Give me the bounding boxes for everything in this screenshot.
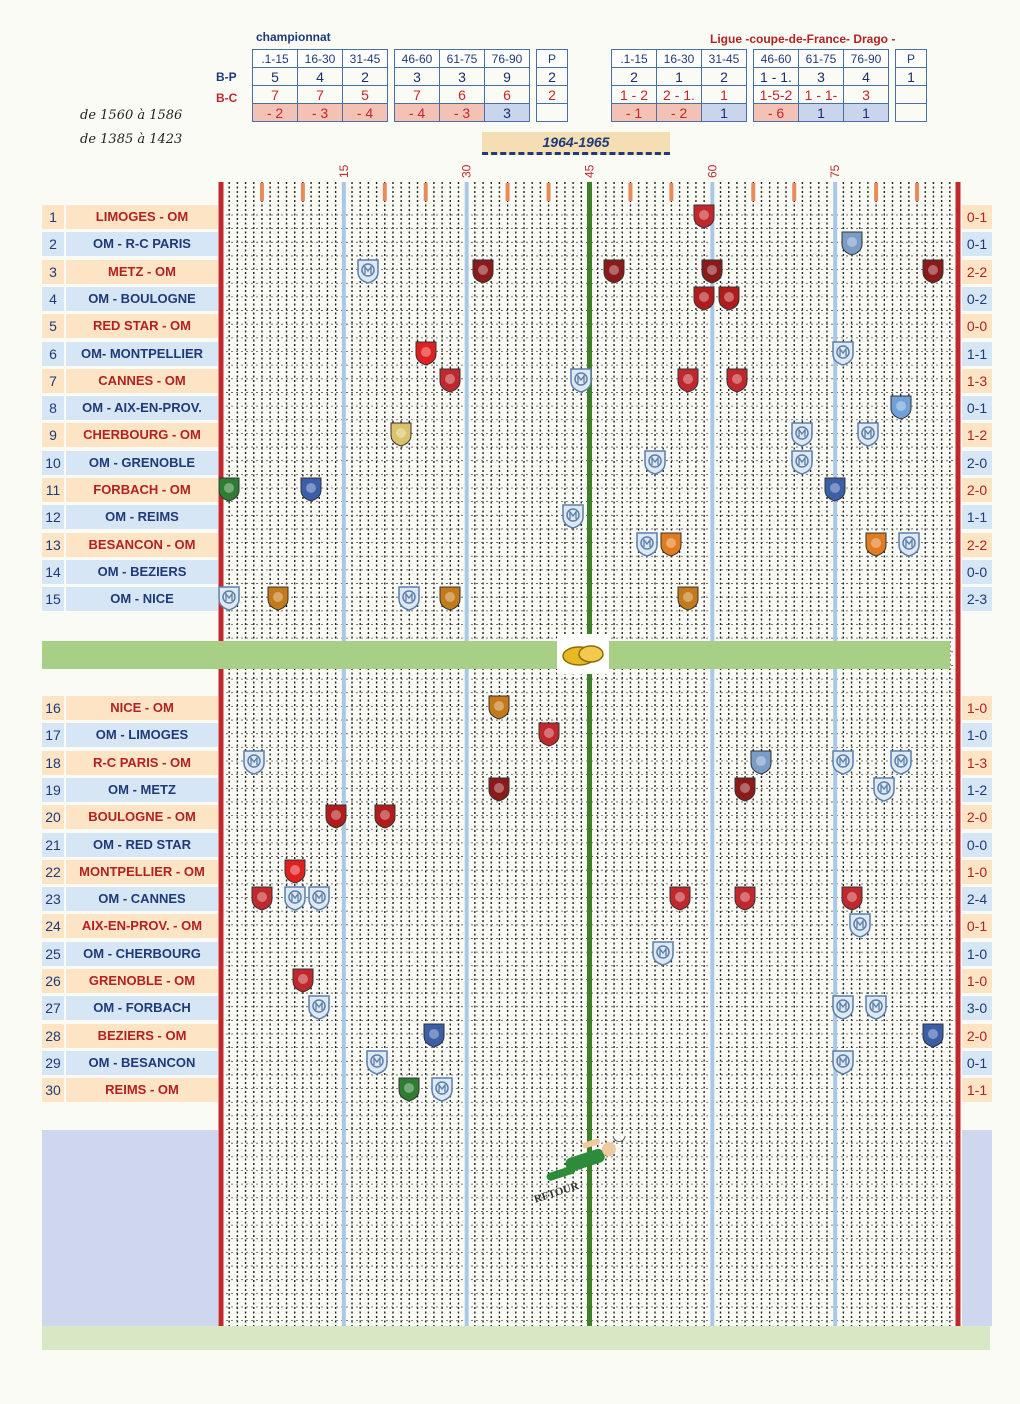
goals-conceded-row-cell: 7 [298,86,343,104]
opponent-crest-icon [266,585,290,609]
match-score: 0-0 [962,560,992,584]
match-name: OM - BEZIERS [66,560,218,584]
goals-scored-row-cell: 1 [657,68,702,86]
om-crest-icon [430,1076,454,1100]
om-crest-icon [569,367,593,391]
history-line-1: de 1560 à 1586 [80,108,183,123]
match-number: 8 [42,396,64,420]
match-name: OM - CANNES [66,887,218,911]
match-name: OM - RED STAR [66,833,218,857]
goal-difference-row-cell: 1 [702,104,747,122]
match-number: 22 [42,860,64,884]
season-label: 1964-1965 [482,132,670,155]
match-number: 10 [42,451,64,475]
empty-score-fill [962,1130,992,1326]
match-score: 0-1 [962,396,992,420]
match-name: OM - FORBACH [66,996,218,1020]
goals-scored-row-cell: 4 [298,68,343,86]
om-crest-icon [831,749,855,773]
goal-difference-row-cell: - 2 [253,104,298,122]
match-number: 1 [42,205,64,229]
match-number: 19 [42,778,64,802]
goals-conceded-row-cell: 2 [537,86,568,104]
om-crest-icon [356,258,380,282]
goals-conceded-row-cell: 3 [844,86,889,104]
om-crest-icon [790,421,814,445]
top-axis-label: 75 [828,164,843,178]
half-season-band [42,641,950,669]
opponent-crest-icon [700,258,724,282]
opponent-crest-icon [840,230,864,254]
goalkeeper-logo [530,1136,640,1216]
om-crest-icon [872,776,896,800]
top-tick-mark [915,183,919,201]
row-label-bp: B-P [216,70,237,84]
match-score: 1-0 [962,723,992,747]
match-number: 24 [42,914,64,938]
opponent-crest-icon [921,1022,945,1046]
goals-scored-row-cell: 9 [485,68,530,86]
opponent-crest-icon [725,367,749,391]
match-name: CANNES - OM [66,369,218,393]
match-score: 1-2 [962,423,992,447]
opponent-crest-icon [749,749,773,773]
match-name: OM- MONTPELLIER [66,342,218,366]
goal-difference-row-cell: - 6 [754,104,799,122]
top-tick-mark [669,183,673,201]
opponent-crest-icon [283,858,307,882]
goal-difference-row-cell: - 4 [343,104,388,122]
match-score: 2-2 [962,533,992,557]
match-score: 2-4 [962,887,992,911]
match-number: 18 [42,751,64,775]
top-axis-label: 60 [705,164,720,178]
match-name: RED STAR - OM [66,314,218,338]
period-header-row-cell: 16-30 [298,50,343,68]
match-number: 16 [42,696,64,720]
goal-difference-row-cell: - 2 [657,104,702,122]
match-number: 30 [42,1078,64,1102]
goals-scored-row-cell: 4 [844,68,889,86]
top-tick-mark [792,183,796,201]
match-number: 14 [42,560,64,584]
match-score: 3-0 [962,996,992,1020]
match-score: 0-0 [962,833,992,857]
goals-conceded-row-cell: 1 [702,86,747,104]
top-axis-label: 45 [582,164,597,178]
period-header-row-cell: 76-90 [485,50,530,68]
match-name: BEZIERS - OM [66,1024,218,1048]
empty-rows-fill [42,1130,218,1326]
goals-conceded-row-cell: 1 - 2 [612,86,657,104]
match-number: 20 [42,805,64,829]
period-header-row-cell: 76-90 [844,50,889,68]
period-header-row-cell: .1-15 [612,50,657,68]
top-tick-mark [260,183,264,201]
opponent-crest-icon [438,585,462,609]
ball-icon [557,634,609,674]
opponent-crest-icon [422,1022,446,1046]
match-name: NICE - OM [66,696,218,720]
top-tick-mark [506,183,510,201]
top-tick-mark [751,183,755,201]
match-score: 0-1 [962,205,992,229]
period-header-row-cell: .1-15 [253,50,298,68]
om-crest-icon [790,449,814,473]
championnat-label: championnat [256,30,331,44]
match-name: CHERBOURG - OM [66,423,218,447]
goals-scored-row-cell: 2 [343,68,388,86]
goals-conceded-row-cell: 6 [440,86,485,104]
match-name: OM - REIMS [66,505,218,529]
goals-conceded-row-cell: 5 [343,86,388,104]
match-name: OM - CHERBOURG [66,942,218,966]
match-number: 12 [42,505,64,529]
match-number: 5 [42,314,64,338]
match-score: 2-3 [962,587,992,611]
opponent-crest-icon [823,476,847,500]
period-header-row-cell: 16-30 [657,50,702,68]
footer-logo-text: RFTOUR [532,1179,581,1206]
match-name: OM - LIMOGES [66,723,218,747]
match-name: AIX-EN-PROV. - OM [66,914,218,938]
match-number: 23 [42,887,64,911]
match-score: 2-2 [962,260,992,284]
om-crest-icon [831,340,855,364]
opponent-crest-icon [733,776,757,800]
opponent-crest-icon [676,585,700,609]
match-score: 1-2 [962,778,992,802]
match-score: 1-1 [962,505,992,529]
top-tick-mark [383,183,387,201]
match-name: LIMOGES - OM [66,205,218,229]
match-number: 15 [42,587,64,611]
match-name: R-C PARIS - OM [66,751,218,775]
om-crest-icon [217,585,241,609]
om-crest-icon [643,449,667,473]
goals-conceded-row-cell: 7 [253,86,298,104]
opponent-crest-icon [397,1076,421,1100]
top-axis-label: 30 [459,164,474,178]
opponent-crest-icon [717,285,741,309]
match-number: 26 [42,969,64,993]
match-score: 1-0 [962,969,992,993]
opponent-crest-icon [676,367,700,391]
match-number: 11 [42,478,64,502]
om-crest-icon [635,531,659,555]
opponent-crest-icon [299,476,323,500]
period-header-row-cell: 61-75 [799,50,844,68]
opponent-crest-icon [389,421,413,445]
match-name: OM - BESANCON [66,1051,218,1075]
match-name: GRENOBLE - OM [66,969,218,993]
opponent-crest-icon [438,367,462,391]
om-crest-icon [831,1049,855,1073]
match-number: 6 [42,342,64,366]
match-name: OM - GRENOBLE [66,451,218,475]
opponent-crest-icon [659,531,683,555]
goals-scored-row-cell: 2 [537,68,568,86]
match-name: BESANCON - OM [66,533,218,557]
goal-difference-row-cell: 1 [799,104,844,122]
match-score: 1-3 [962,369,992,393]
opponent-crest-icon [692,203,716,227]
match-name: OM - R-C PARIS [66,232,218,256]
match-name: BOULOGNE - OM [66,805,218,829]
match-score: 1-0 [962,696,992,720]
row-label-bc: B-C [216,91,238,105]
match-score: 0-1 [962,232,992,256]
match-score: 2-0 [962,805,992,829]
top-tick-mark [424,183,428,201]
goals-scored-row-cell: 2 [612,68,657,86]
goal-difference-row-cell: - 3 [440,104,485,122]
period-header-row-cell: P [896,50,927,68]
opponent-crest-icon [840,885,864,909]
om-crest-icon [864,994,888,1018]
match-score: 2-0 [962,478,992,502]
goal-difference-row-cell: 3 [485,104,530,122]
goal-difference-row-cell: - 1 [612,104,657,122]
opponent-crest-icon [250,885,274,909]
opponent-crest-icon [921,258,945,282]
goals-scored-row-cell: 3 [799,68,844,86]
om-crest-icon [397,585,421,609]
match-score: 1-0 [962,942,992,966]
om-crest-icon [889,749,913,773]
om-crest-icon [242,749,266,773]
om-crest-icon [307,885,331,909]
match-name: OM - METZ [66,778,218,802]
match-score: 0-1 [962,914,992,938]
period-header-row-cell: 46-60 [395,50,440,68]
goals-conceded-row-cell: 1 - 1- [799,86,844,104]
opponent-crest-icon [373,803,397,827]
goals-scored-row-cell: 1 [896,68,927,86]
match-name: REIMS - OM [66,1078,218,1102]
match-score: 2-0 [962,1024,992,1048]
goals-scored-row-cell: 1 - 1. [754,68,799,86]
period-header-row-cell: 61-75 [440,50,485,68]
match-number: 21 [42,833,64,857]
om-crest-icon [856,421,880,445]
match-name: FORBACH - OM [66,478,218,502]
match-number: 28 [42,1024,64,1048]
match-name: OM - BOULOGNE [66,287,218,311]
opponent-crest-icon [602,258,626,282]
opponent-crest-icon [414,340,438,364]
match-score: 0-1 [962,1051,992,1075]
match-name: OM - AIX-EN-PROV. [66,396,218,420]
opponent-crest-icon [668,885,692,909]
goals-conceded-row-cell: 1-5-2 [754,86,799,104]
goal-difference-row-cell: 1 [844,104,889,122]
match-number: 29 [42,1051,64,1075]
match-name: METZ - OM [66,260,218,284]
match-score: 1-0 [962,860,992,884]
top-tick-mark [547,183,551,201]
om-crest-icon [365,1049,389,1073]
match-name: MONTPELLIER - OM [66,860,218,884]
period-header-row-cell: P [537,50,568,68]
om-crest-icon [831,994,855,1018]
goals-conceded-row-cell: 2 - 1. [657,86,702,104]
match-score: 0-0 [962,314,992,338]
opponent-crest-icon [471,258,495,282]
goal-difference-row-cell: - 4 [395,104,440,122]
goals-conceded-row-cell: 7 [395,86,440,104]
match-number: 4 [42,287,64,311]
match-number: 17 [42,723,64,747]
om-crest-icon [651,940,675,964]
opponent-crest-icon [692,285,716,309]
opponent-crest-icon [324,803,348,827]
opponent-crest-icon [733,885,757,909]
opponent-crest-icon [291,967,315,991]
history-line-2: de 1385 à 1423 [80,132,183,147]
goals-scored-row-cell: 3 [440,68,485,86]
ligue-label: Ligue -coupe-de-France- Drago - [710,32,896,46]
period-header-row-cell: 31-45 [702,50,747,68]
om-crest-icon [307,994,331,1018]
goals-scored-row-cell: 5 [253,68,298,86]
match-number: 25 [42,942,64,966]
match-score: 1-3 [962,751,992,775]
bottom-axis-bar [42,1326,990,1350]
match-number: 27 [42,996,64,1020]
om-crest-icon [848,912,872,936]
om-crest-icon [561,503,585,527]
top-tick-mark [874,183,878,201]
goal-difference-row-cell: - 3 [298,104,343,122]
match-score: 1-1 [962,342,992,366]
om-crest-icon [283,885,307,909]
match-number: 13 [42,533,64,557]
match-number: 3 [42,260,64,284]
goals-conceded-row-cell: 6 [485,86,530,104]
match-number: 2 [42,232,64,256]
opponent-crest-icon [889,394,913,418]
opponent-crest-icon [217,476,241,500]
goals-scored-row-cell: 3 [395,68,440,86]
top-tick-mark [628,183,632,201]
opponent-crest-icon [537,721,561,745]
top-tick-mark [301,183,305,201]
period-header-row-cell: 31-45 [343,50,388,68]
match-score: 0-2 [962,287,992,311]
period-header-row-cell: 46-60 [754,50,799,68]
opponent-crest-icon [864,531,888,555]
match-number: 9 [42,423,64,447]
om-crest-icon [897,531,921,555]
top-axis-label: 15 [336,164,351,178]
opponent-crest-icon [487,776,511,800]
goals-scored-row-cell: 2 [702,68,747,86]
opponent-crest-icon [487,694,511,718]
match-score: 2-0 [962,451,992,475]
match-name: OM - NICE [66,587,218,611]
match-number: 7 [42,369,64,393]
match-score: 1-1 [962,1078,992,1102]
